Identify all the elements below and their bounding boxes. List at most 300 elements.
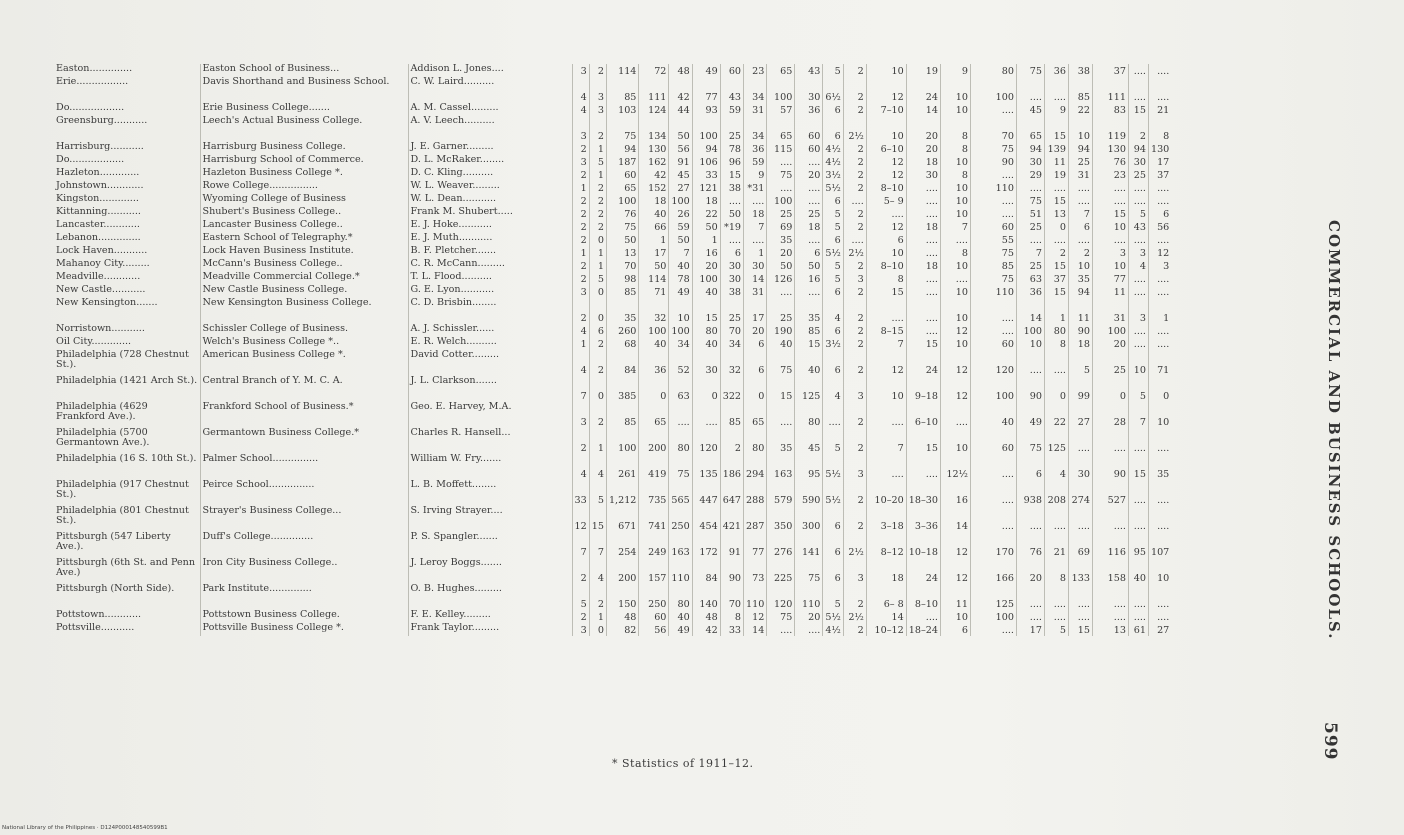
value-cell: 75	[767, 168, 795, 181]
value-cell: 25	[795, 207, 823, 220]
value-cell: 2	[589, 337, 606, 350]
table-body	[54, 64, 1171, 636]
value-cell: 30	[720, 259, 743, 272]
value-cell: ....	[1092, 233, 1128, 246]
value-cell: 14	[1016, 298, 1044, 324]
value-cell: 130	[1092, 142, 1128, 155]
value-cell: 43	[720, 77, 743, 103]
school-cell: Hazleton Business College *.	[200, 168, 408, 181]
value-cell: 90	[720, 558, 743, 584]
value-cell: 80	[692, 324, 720, 337]
value-cell: 135	[692, 454, 720, 480]
value-cell: 8	[1044, 337, 1068, 350]
value-cell: 31	[1068, 168, 1092, 181]
value-cell: 2	[572, 558, 589, 584]
value-cell: 50	[669, 233, 692, 246]
school-cell: Pottsville Business College *.	[200, 623, 408, 636]
value-cell: 49	[692, 64, 720, 77]
value-cell: 4½	[823, 142, 843, 155]
table-row	[54, 220, 1171, 233]
value-cell: 166	[970, 558, 1016, 584]
executive-cell: E. J. Muth...........	[408, 233, 572, 246]
value-cell: 10	[940, 194, 970, 207]
value-cell: 60	[720, 64, 743, 77]
table-row	[54, 376, 1171, 402]
value-cell: 5	[1044, 623, 1068, 636]
value-cell: 2	[572, 610, 589, 623]
value-cell: 15	[1128, 454, 1148, 480]
value-cell: 77	[744, 532, 767, 558]
value-cell: 5½	[823, 610, 843, 623]
value-cell: ....	[795, 155, 823, 168]
table-row	[54, 428, 1171, 454]
value-cell: 103	[606, 103, 638, 116]
school-cell: Lancaster Business College..	[200, 220, 408, 233]
value-cell: 7	[866, 337, 906, 350]
value-cell: 75	[1016, 64, 1044, 77]
value-cell: 152	[639, 181, 669, 194]
value-cell: 56	[1157, 222, 1170, 233]
value-cell: 2	[843, 402, 866, 428]
value-cell: 16	[692, 246, 720, 259]
value-cell: 35	[1157, 469, 1170, 480]
value-cell: 8	[1044, 558, 1068, 584]
value-cell: 121	[692, 181, 720, 194]
value-cell: 17	[744, 298, 767, 324]
table-row	[54, 259, 1171, 272]
value-cell: 2	[843, 207, 866, 220]
school-cell: Shubert's Business College..	[200, 207, 408, 220]
value-cell: 2	[1044, 246, 1068, 259]
value-cell: ....	[970, 506, 1016, 532]
value-cell: 250	[639, 584, 669, 610]
value-cell: 49	[669, 623, 692, 636]
value-cell: 6	[823, 324, 843, 337]
value-cell: ....	[1016, 181, 1044, 194]
value-cell: 59	[720, 103, 743, 116]
value-cell: 7	[589, 532, 606, 558]
value-cell: 5	[823, 428, 843, 454]
value-cell: 13	[1044, 207, 1068, 220]
value-cell: ....	[906, 272, 940, 285]
value-cell: 162	[639, 155, 669, 168]
value-cell: 18	[744, 207, 767, 220]
value-cell: ....	[1157, 443, 1170, 454]
value-cell: 350	[767, 506, 795, 532]
value-cell: 20	[692, 259, 720, 272]
school-cell: Welch's Business College *..	[200, 337, 408, 350]
value-cell: ....	[1157, 495, 1170, 506]
value-cell: 59	[669, 220, 692, 233]
value-cell: 40	[639, 207, 669, 220]
value-cell: 288	[744, 480, 767, 506]
value-cell: 190	[767, 324, 795, 337]
value-cell: 170	[970, 532, 1016, 558]
value-cell: 4½	[823, 155, 843, 168]
value-cell: 14	[744, 623, 767, 636]
value-cell: 21	[1044, 532, 1068, 558]
value-cell: 25	[1016, 220, 1044, 233]
value-cell: 8–10	[866, 259, 906, 272]
value-cell: 15	[720, 168, 743, 181]
value-cell: 8–10	[906, 584, 940, 610]
value-cell: 6	[744, 337, 767, 350]
table-row	[54, 454, 1171, 480]
value-cell: 119	[1092, 116, 1128, 142]
value-cell: 15	[1044, 116, 1068, 142]
value-cell: 8	[940, 168, 970, 181]
value-cell: 75	[606, 220, 638, 233]
value-cell: ....	[906, 233, 940, 246]
value-cell: 61	[1128, 623, 1148, 636]
value-cell: 2	[843, 480, 866, 506]
value-cell: 60	[970, 337, 1016, 350]
value-cell: 100	[970, 77, 1016, 103]
value-cell: 208	[1044, 480, 1068, 506]
executive-cell: C. D. Brisbin........	[408, 298, 572, 324]
value-cell: 10	[1128, 350, 1148, 376]
city-cell: Erie.................	[54, 77, 200, 103]
value-cell: 5	[823, 220, 843, 233]
value-cell: 590	[795, 480, 823, 506]
value-cell: 3	[843, 376, 866, 402]
value-cell: 60	[970, 220, 1016, 233]
value-cell: 80	[970, 64, 1016, 77]
city-cell: Easton..............	[54, 64, 200, 77]
value-cell: 82	[606, 623, 638, 636]
value-cell: 2	[572, 259, 589, 272]
value-cell: 3–36	[906, 506, 940, 532]
value-cell: 8–12	[866, 532, 906, 558]
value-cell: 15	[767, 376, 795, 402]
value-cell: 65	[639, 402, 669, 428]
value-cell: ....	[1157, 612, 1170, 623]
footnote: * Statistics of 1911–12.	[612, 757, 754, 770]
table-row	[54, 584, 1171, 610]
value-cell: 124	[639, 103, 669, 116]
value-cell: 0	[589, 623, 606, 636]
value-cell: 15	[1068, 623, 1092, 636]
running-head: COMMERCIAL AND BUSINESS SCHOOLS.	[1325, 220, 1343, 641]
value-cell: 294	[744, 454, 767, 480]
executive-cell: J. E. Garner.........	[408, 142, 572, 155]
value-cell: ....	[843, 194, 866, 207]
value-cell: 50	[692, 220, 720, 233]
value-cell: 24	[906, 77, 940, 103]
value-cell: 15	[692, 298, 720, 324]
value-cell: 1	[572, 246, 589, 259]
value-cell: 14	[744, 272, 767, 285]
value-cell: 565	[669, 480, 692, 506]
value-cell: 36	[1016, 285, 1044, 298]
value-cell: ....	[767, 181, 795, 194]
school-cell: Wyoming College of Business	[200, 194, 408, 207]
value-cell: 18	[866, 558, 906, 584]
value-cell: ....	[1092, 194, 1128, 207]
value-cell: 938	[1016, 480, 1044, 506]
value-cell: 75	[970, 246, 1016, 259]
value-cell: 12	[572, 506, 589, 532]
value-cell: 10	[669, 298, 692, 324]
value-cell: 6	[823, 233, 843, 246]
value-cell: 250	[669, 506, 692, 532]
value-cell: 11	[940, 584, 970, 610]
value-cell: 18	[906, 220, 940, 233]
value-cell: 0	[1163, 391, 1170, 402]
value-cell: ....	[669, 402, 692, 428]
school-cell: Strayer's Business College...	[200, 506, 408, 532]
value-cell: ....	[1068, 181, 1092, 194]
city-cell: Lock Haven...........	[54, 246, 200, 259]
value-cell: 14	[866, 610, 906, 623]
value-cell: 2	[843, 285, 866, 298]
value-cell: ....	[1016, 610, 1044, 623]
value-cell: 527	[1092, 480, 1128, 506]
value-cell: 30	[906, 168, 940, 181]
table-row	[54, 233, 1171, 246]
value-cell: 2	[843, 155, 866, 168]
value-cell: 94	[1016, 142, 1044, 155]
value-cell: 5	[823, 64, 843, 77]
value-cell: ....	[1157, 235, 1170, 246]
value-cell: ....	[1128, 428, 1148, 454]
value-cell: 24	[906, 558, 940, 584]
value-cell: 454	[692, 506, 720, 532]
value-cell: 11	[1068, 298, 1092, 324]
value-cell: ....	[866, 207, 906, 220]
value-cell: 5	[1068, 350, 1092, 376]
value-cell: 6	[1068, 220, 1092, 233]
value-cell: 1,212	[606, 480, 638, 506]
value-cell: 50	[669, 116, 692, 142]
value-cell: 110	[669, 558, 692, 584]
table-row	[54, 246, 1171, 259]
value-cell: 3	[843, 272, 866, 285]
value-cell: 3	[572, 116, 589, 142]
value-cell: 30	[1128, 155, 1148, 168]
value-cell: ....	[970, 103, 1016, 116]
value-cell: 110	[744, 584, 767, 610]
city-cell: Philadelphia (917 Chestnut St.).	[54, 480, 200, 506]
city-cell: Meadville............	[54, 272, 200, 285]
executive-cell: Frank M. Shubert.....	[408, 207, 572, 220]
value-cell: 95	[795, 454, 823, 480]
value-cell: 70	[720, 324, 743, 337]
table-row	[54, 142, 1171, 155]
value-cell: 172	[692, 532, 720, 558]
executive-cell: Charles R. Hansell...	[408, 428, 572, 454]
value-cell: 22	[692, 207, 720, 220]
value-cell: 735	[639, 480, 669, 506]
value-cell: ....	[1044, 181, 1068, 194]
executive-cell: David Cotter.........	[408, 350, 572, 376]
value-cell: 15	[795, 337, 823, 350]
value-cell: ....	[1016, 77, 1044, 103]
city-cell: Hazleton.............	[54, 168, 200, 181]
value-cell: 8	[720, 610, 743, 623]
value-cell: ....	[1068, 233, 1092, 246]
value-cell: 8	[866, 272, 906, 285]
value-cell: 10	[1016, 337, 1044, 350]
page-number: 599	[1320, 722, 1340, 761]
value-cell: 40	[970, 402, 1016, 428]
value-cell: 0	[1044, 376, 1068, 402]
value-cell: 741	[639, 506, 669, 532]
value-cell: 66	[639, 220, 669, 233]
scan-credit: National Library of the Philippines · D124P000148540599B1	[2, 825, 168, 831]
value-cell: 2½	[843, 610, 866, 623]
value-cell: 6	[1016, 454, 1044, 480]
value-cell: 2	[589, 584, 606, 610]
value-cell: 20	[1092, 337, 1128, 350]
value-cell: ....	[1068, 428, 1092, 454]
value-cell: 75	[970, 272, 1016, 285]
value-cell: 140	[692, 584, 720, 610]
value-cell: 0	[1092, 376, 1128, 402]
value-cell: 1	[1044, 298, 1068, 324]
value-cell: 5	[589, 480, 606, 506]
value-cell: 125	[795, 376, 823, 402]
value-cell: 20	[795, 610, 823, 623]
value-cell: 12	[866, 220, 906, 233]
value-cell: 12	[940, 376, 970, 402]
value-cell: 51	[1016, 207, 1044, 220]
value-cell: 6	[823, 532, 843, 558]
executive-cell: P. S. Spangler.......	[408, 532, 572, 558]
value-cell: 5	[823, 584, 843, 610]
value-cell: 9	[1044, 103, 1068, 116]
executive-cell: C. R. McCann.........	[408, 259, 572, 272]
value-cell: 85	[606, 402, 638, 428]
executive-cell: A. V. Leech..........	[408, 116, 572, 142]
value-cell: 65	[767, 116, 795, 142]
value-cell: 9	[940, 64, 970, 77]
value-cell: ....	[1128, 181, 1148, 194]
executive-cell: L. B. Moffett........	[408, 480, 572, 506]
value-cell: 2	[572, 194, 589, 207]
value-cell: 3½	[823, 168, 843, 181]
table-row	[54, 480, 1171, 506]
value-cell: 50	[767, 259, 795, 272]
value-cell: 2	[843, 168, 866, 181]
value-cell: 70	[606, 259, 638, 272]
value-cell: 7–10	[866, 103, 906, 116]
value-cell: 30	[692, 350, 720, 376]
value-cell: 116	[1092, 532, 1128, 558]
value-cell: 20	[906, 116, 940, 142]
value-cell: ....	[1128, 272, 1148, 285]
table-row	[54, 506, 1171, 532]
value-cell: 18	[906, 155, 940, 168]
statistics-table	[54, 64, 1171, 636]
value-cell: 4	[572, 77, 589, 103]
value-cell: 100	[606, 194, 638, 207]
value-cell: 125	[970, 584, 1016, 610]
value-cell: 3	[589, 77, 606, 103]
executive-cell: W. L. Weaver.........	[408, 181, 572, 194]
value-cell: 60	[970, 428, 1016, 454]
value-cell: 4	[572, 324, 589, 337]
executive-cell: J. L. Clarkson.......	[408, 376, 572, 402]
value-cell: 4	[823, 376, 843, 402]
value-cell: 7	[1128, 402, 1148, 428]
executive-cell: E. J. Hoke...........	[408, 220, 572, 233]
value-cell: 25	[1092, 350, 1128, 376]
value-cell: ....	[767, 285, 795, 298]
value-cell: 45	[795, 428, 823, 454]
value-cell: 5	[823, 259, 843, 272]
value-cell: 2	[572, 142, 589, 155]
value-cell: 38	[1068, 64, 1092, 77]
value-cell: 2½	[843, 116, 866, 142]
value-cell: ....	[1016, 506, 1044, 532]
value-cell: 91	[720, 532, 743, 558]
school-cell: Erie Business College.......	[200, 103, 408, 116]
value-cell: 8	[1163, 131, 1170, 142]
value-cell: ....	[1092, 584, 1128, 610]
value-cell: 90	[1068, 324, 1092, 337]
value-cell: 3	[572, 402, 589, 428]
school-cell: Lock Haven Business Institute.	[200, 246, 408, 259]
value-cell: 70	[970, 116, 1016, 142]
value-cell: ....	[1016, 233, 1044, 246]
school-cell: Iron City Business College..	[200, 558, 408, 584]
value-cell: 33	[572, 480, 589, 506]
value-cell: 2	[843, 337, 866, 350]
value-cell: ....	[1157, 326, 1170, 337]
value-cell: 6– 8	[866, 584, 906, 610]
value-cell: 3	[572, 623, 589, 636]
value-cell: 4	[572, 103, 589, 116]
value-cell: ....	[1128, 610, 1148, 623]
value-cell: ....	[1016, 350, 1044, 376]
value-cell: 15	[1128, 103, 1148, 116]
value-cell: 120	[970, 350, 1016, 376]
value-cell: 2	[572, 428, 589, 454]
value-cell: 1	[589, 610, 606, 623]
city-cell: Pittsburgh (North Side).	[54, 584, 200, 610]
value-cell: 5½	[823, 480, 843, 506]
value-cell: 78	[669, 272, 692, 285]
value-cell: ....	[1157, 287, 1170, 298]
value-cell: 5	[823, 272, 843, 285]
value-cell: 6	[589, 324, 606, 337]
value-cell: 1	[589, 259, 606, 272]
value-cell: ....	[906, 324, 940, 337]
value-cell: 10	[940, 259, 970, 272]
table-row	[54, 207, 1171, 220]
value-cell: 111	[639, 77, 669, 103]
value-cell: 42	[669, 77, 692, 103]
value-cell: 4	[589, 558, 606, 584]
school-cell: Peirce School...............	[200, 480, 408, 506]
value-cell: 2	[843, 623, 866, 636]
value-cell: 34	[744, 116, 767, 142]
table-row	[54, 298, 1171, 324]
value-cell: 2	[589, 220, 606, 233]
value-cell: 76	[1016, 532, 1044, 558]
value-cell: 2	[1068, 246, 1092, 259]
value-cell: 18	[1068, 337, 1092, 350]
value-cell: ....	[906, 285, 940, 298]
value-cell: 17	[1157, 157, 1170, 168]
value-cell: 28	[1092, 402, 1128, 428]
value-cell: 12	[940, 324, 970, 337]
value-cell: 100	[692, 272, 720, 285]
value-cell: 2½	[843, 532, 866, 558]
executive-cell: Addison L. Jones....	[408, 64, 572, 77]
value-cell: 50	[795, 259, 823, 272]
